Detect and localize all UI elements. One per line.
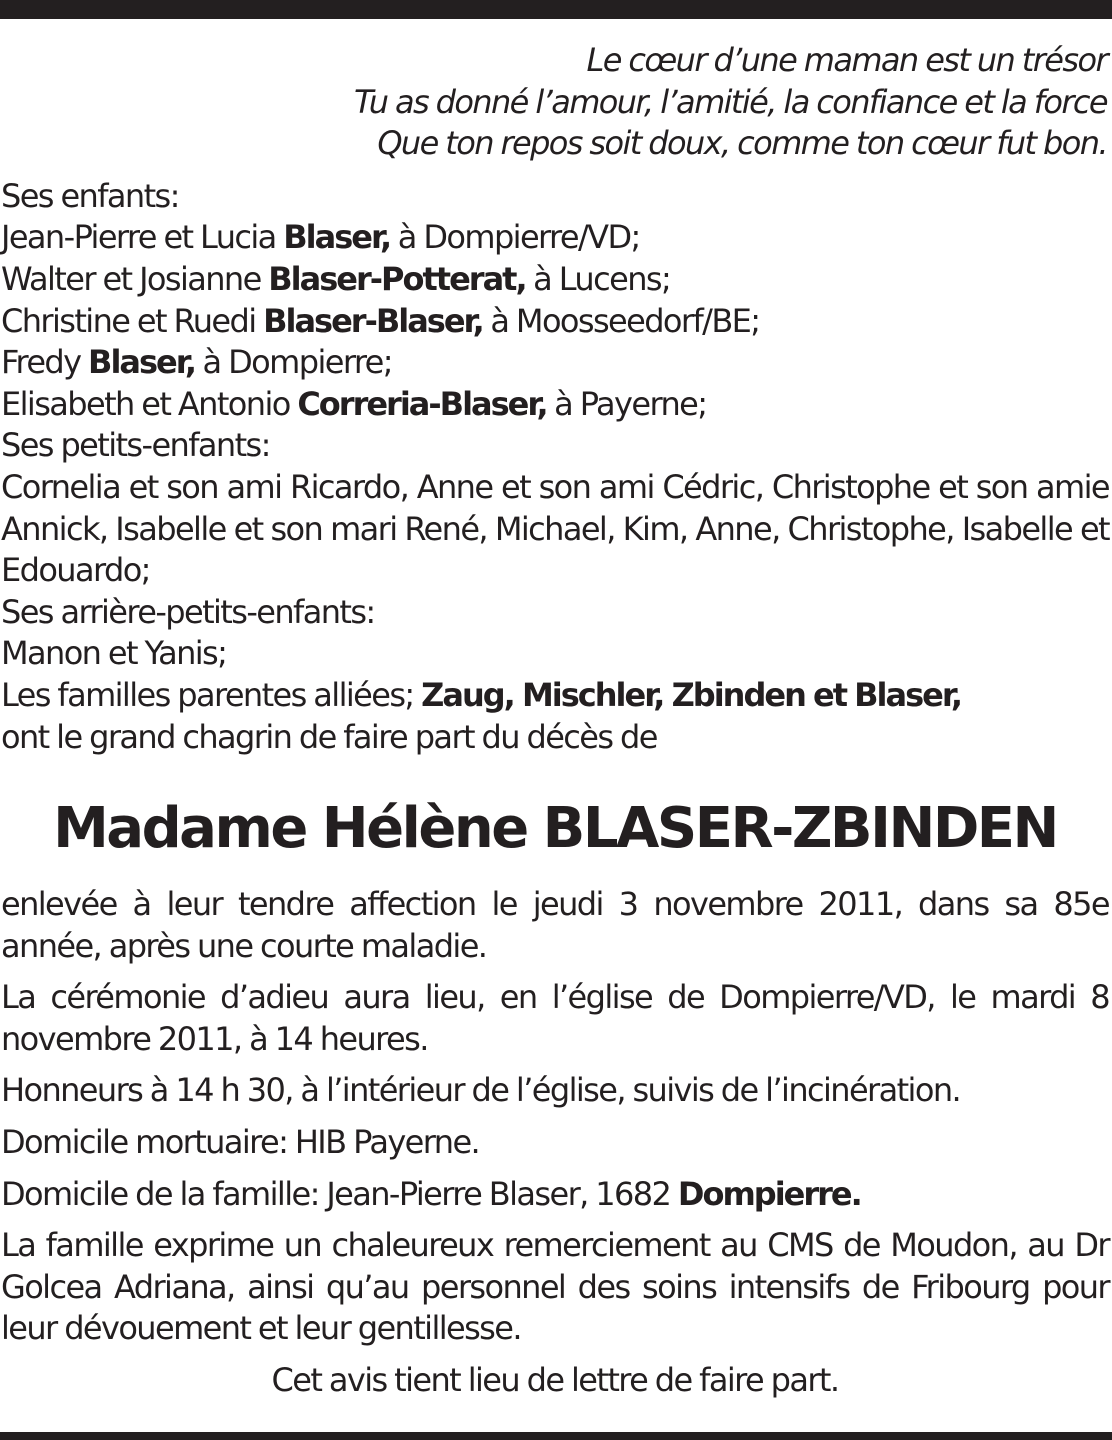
grandchildren-heading: Ses petits-enfants: — [1, 426, 270, 465]
closing-note: Cet avis tient lieu de lettre de faire part. — [271, 1361, 839, 1400]
deceased-name: Madame Hélène BLASER-ZBINDEN — [53, 796, 1057, 862]
grandchildren-list: Cornelia et son ami Ricardo, Anne et son ami Cédric, Christophe et son amie Annick, Isabelle et son mari René, Michael, Kim, Anne, Christophe, Isabelle et Edouardo; — [1, 467, 1109, 590]
child-surname: Blaser-Blaser, — [263, 301, 483, 340]
child-location: à Dompierre/VD; — [390, 218, 640, 257]
child-location: à Payerne; — [546, 384, 707, 423]
bottom-rule — [0, 1432, 1112, 1440]
child-first-names: Jean-Pierre et Lucia — [1, 218, 284, 257]
child-location: à Dompierre; — [194, 343, 392, 382]
children-heading: Ses enfants: — [1, 176, 179, 215]
related-families — [1, 675, 1109, 717]
child-first-names: Fredy — [1, 343, 89, 382]
poem-line: Le cœur d’une maman est un trésor — [586, 41, 1107, 79]
great-grandchildren-list: Manon et Yanis; — [1, 634, 227, 673]
child-entry — [1, 217, 1109, 259]
death-paragraph: enlevée à leur tendre affection le jeudi 3 novembre 2011, dans sa 85e année, après une courte maladie. — [1, 885, 1109, 965]
child-location: à Lucens; — [525, 259, 671, 298]
ceremony-paragraph: La cérémonie d’adieu aura lieu, en l’église de Dompierre/VD, le mardi 8 novembre 2011, à 14 heures. — [1, 978, 1109, 1058]
child-entry — [1, 342, 1109, 384]
child-entry — [1, 301, 1109, 343]
child-first-names: Christine et Ruedi — [1, 301, 264, 340]
related-families-label: Les familles parentes alliées; — [1, 675, 422, 714]
child-first-names: Elisabeth et Antonio — [1, 384, 298, 423]
mortuary-paragraph: Domicile mortuaire: HIB Payerne. — [1, 1123, 480, 1162]
child-surname: Blaser-Potterat, — [268, 259, 526, 298]
obituary-notice — [1, 40, 1109, 1402]
poem-line: Que ton repos soit doux, comme ton cœur fut bon. — [377, 124, 1107, 163]
family-list — [1, 176, 1109, 758]
thanks-paragraph: La famille exprime un chaleureux remerciement au CMS de Moudon, au Dr Golcea Adriana, ainsi qu’au personnel des soins intensifs de Fribourg pour leur dévouement et leur gentillesse. — [1, 1226, 1109, 1348]
great-grandchildren-heading: Ses arrière-petits-enfants: — [1, 592, 375, 631]
child-surname: Blaser, — [283, 218, 391, 257]
poem — [1, 40, 1107, 165]
child-first-names: Walter et Josianne — [1, 259, 269, 298]
child-entry — [1, 259, 1109, 301]
honours-paragraph: Honneurs à 14 h 30, à l’intérieur de l’église, suivis de l’incinération. — [1, 1071, 961, 1110]
child-surname: Correria-Blaser, — [297, 384, 547, 423]
child-surname: Blaser, — [88, 343, 195, 382]
family-home-address: Domicile de la famille: Jean-Pierre Blaser, 1682 — [1, 1174, 678, 1213]
related-families-names: Zaug, Mischler, Zbinden et Blaser, — [421, 675, 962, 714]
top-rule — [0, 0, 1112, 19]
announcement: ont le grand chagrin de faire part du décès de — [1, 717, 657, 756]
child-location: à Moosseedorf/BE; — [482, 301, 760, 340]
child-entry — [1, 384, 1109, 426]
family-home-paragraph — [1, 1174, 1109, 1216]
family-home-place: Dompierre. — [677, 1174, 861, 1213]
poem-line: Tu as donné l’amour, l’amitié, la confiance et la force — [353, 82, 1107, 121]
